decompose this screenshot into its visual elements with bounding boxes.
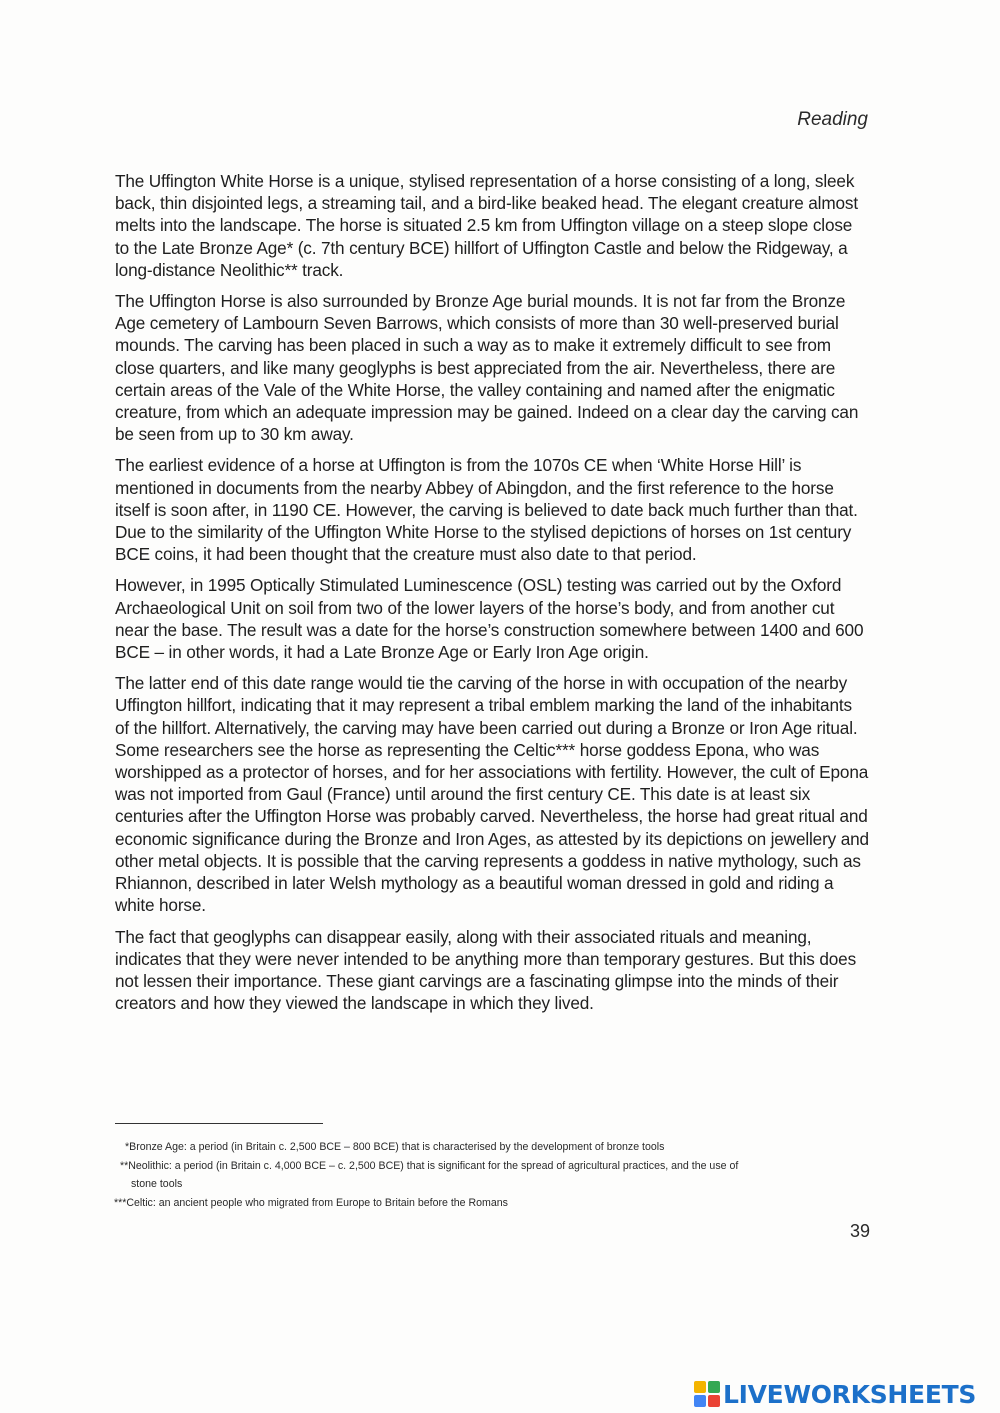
paragraph-3: The earliest evidence of a horse at Uffington is from the 1070s CE when ‘White Horse Hill’ is mentioned in documents from the nearby Abbey of Abingdon, and the first reference to the horse itself is soon after, in 1190 CE. However, the carving is believed to date back much further than that. Due to the similarity of the Uffington White Horse to the stylised depictions of horses on 1st century BCE coins, it had been thought that the creature must also date to that period. <box>115 455 858 565</box>
footnote-divider <box>115 1123 323 1124</box>
paragraph-2: The Uffington Horse is also surrounded by Bronze Age burial mounds. It is not far from the Bronze Age cemetery of Lambourn Seven Barrows, which consists of more than 30 well-preserved burial mounds. The carving has been placed in such a way as to make it extremely difficult to see from close quarters, and like many geoglyphs is best appreciated from the air. Nevertheless, there are certain areas of the Vale of the White Horse, the valley containing and named after the enigmatic creature, from which an adequate impression may be gained. Indeed on a clear day the carving can be seen from up to 30 km away. <box>115 291 859 445</box>
liveworksheets-icon <box>694 1381 720 1407</box>
footnote-neolithic <box>113 1157 853 1193</box>
footnote-bronze-age: *Bronze Age: a period (in Britain c. 2,500 BCE – 800 BCE) that is characterised by the development of bronze tools <box>125 1141 665 1153</box>
footnote-celtic: ***Celtic: an ancient people who migrated from Europe to Britain before the Romans <box>114 1197 508 1209</box>
paragraph-1: The Uffington White Horse is a unique, stylised representation of a horse consisting of a long, sleek back, thin disjointed legs, a streaming tail, and a bird-like beaked head. The elegant creature almost melts into the landscape. The horse is situated 2.5 km from Uffington village on a steep slope close to the Late Bronze Age* (c. 7th century BCE) hillfort of Uffington Castle and below the Ridgeway, a long-distance Neolithic** track. <box>115 171 858 280</box>
paragraph-6: The fact that geoglyphs can disappear easily, along with their associated rituals and meaning, indicates that they were never intended to be anything more than temporary gestures. But this does not lessen their importance. These giant carvings are a fascinating glimpse into the minds of their creators and how they viewed the landscape in which they lived. <box>115 926 857 1014</box>
paragraph-4: However, in 1995 Optically Stimulated Luminescence (OSL) testing was carried out by the Oxford Archaeological Unit on soil from two of the lower layers of the horse’s body, and from another cut near the base. The result was a date for the horse’s construction somewhere between 1400 and 600 BCE – in other words, it had a Late Bronze Age or Early Iron Age origin. <box>115 575 864 663</box>
footnotes <box>113 1138 853 1213</box>
paragraph-5: The latter end of this date range would tie the carving of the horse in with occupation of the nearby Uffington hillfort, indicating that it may represent a tribal emblem marking the land of the inhabitants of the hillfort. Alternatively, the carving may have been carried out during a Bronze or Iron Age ritual. Some researchers see the horse as representing the Celtic*** horse goddess Epona, who was worshipped as a protector of horses, and for her associations with fertility. However, the cult of Epona was not imported from Gaul (France) until around the first century CE. This date is at least six centuries after the Uffington Horse was probably carved. Nevertheless, the horse had great ritual and economic significance during the Bronze and Iron Ages, as attested by its depictions on jewellery and other metal objects. It is possible that the carving represents a goddess in native mythology, such as Rhiannon, described in later Welsh mythology as a beautiful woman dressed in gold and riding a white horse. <box>115 673 869 916</box>
section-title: Reading <box>797 109 868 130</box>
liveworksheets-wordmark: LIVEWORKSHEETS <box>723 1379 977 1409</box>
logo-square-green <box>708 1381 720 1393</box>
logo-square-red <box>708 1395 720 1407</box>
reading-passage <box>115 170 870 1023</box>
logo-square-yellow <box>694 1381 706 1393</box>
liveworksheets-logo[interactable] <box>694 1379 976 1409</box>
footnote-neolithic-line1: **Neolithic: a period (in Britain c. 4,000 BCE – c. 2,500 BCE) that is significant for the spread of agricultural practices, and the use of <box>120 1160 739 1172</box>
page-number: 39 <box>849 1221 870 1241</box>
logo-square-blue <box>694 1395 706 1407</box>
footnote-neolithic-line2: stone tools <box>131 1178 183 1190</box>
